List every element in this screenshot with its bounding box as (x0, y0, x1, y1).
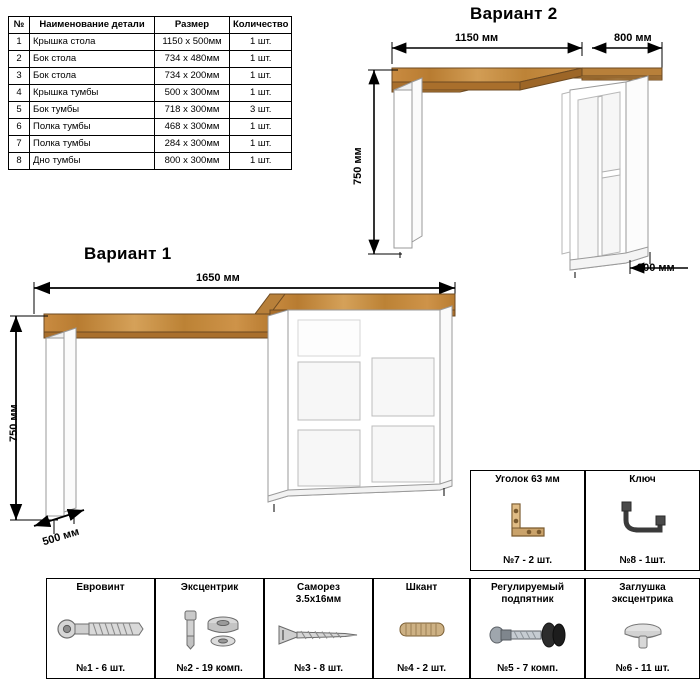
cell-size: 500 x 300мм (155, 85, 230, 102)
hardware-title: Эксцентрик (180, 582, 239, 593)
cell-name: Бок тумбы (30, 102, 155, 119)
variant2-depth-label: 800 мм (614, 32, 652, 44)
cell-number: 8 (9, 153, 30, 170)
cell-number: 3 (9, 68, 30, 85)
cell-size: 800 x 300мм (155, 153, 230, 170)
hardware-quantity: №6 - 11 шт. (615, 663, 670, 674)
table-row (9, 119, 292, 136)
column-header-quantity: Количество (230, 17, 292, 34)
allen-key-icon (586, 486, 699, 555)
cell-number: 2 (9, 51, 30, 68)
euro-screw-icon (47, 594, 154, 663)
hardware-cell-allen-key (585, 470, 700, 571)
cell-quantity: 1 шт. (230, 119, 292, 136)
variant1-drawing (0, 258, 470, 568)
table-row (9, 153, 292, 170)
variant2-title: Вариант 2 (470, 4, 558, 23)
table-row (9, 102, 292, 119)
hardware-cell-corner-bracket (470, 470, 585, 571)
cell-quantity: 3 шт. (230, 102, 292, 119)
cell-number: 5 (9, 102, 30, 119)
cell-size: 734 x 200мм (155, 68, 230, 85)
cell-number: 4 (9, 85, 30, 102)
cell-quantity: 1 шт. (230, 51, 292, 68)
hardware-cell-self-tapping-screw (264, 578, 373, 679)
cell-number: 7 (9, 136, 30, 153)
variant1-title: Вариант 1 (84, 244, 172, 263)
cell-name: Дно тумбы (30, 153, 155, 170)
hardware-title: Саморез (297, 582, 340, 593)
hardware-quantity: №8 - 1шт. (619, 555, 666, 566)
table-row (9, 85, 292, 102)
hardware-title: Ключ (629, 474, 656, 485)
hardware-quantity: №4 - 2 шт. (396, 663, 447, 674)
table-row (9, 51, 292, 68)
cell-quantity: 1 шт. (230, 34, 292, 51)
adjustable-foot-icon (471, 606, 584, 663)
table-header-row (9, 17, 292, 34)
hardware-title: Уголок 63 мм (495, 474, 560, 485)
corner-bracket-icon (471, 486, 584, 555)
cell-quantity: 1 шт. (230, 153, 292, 170)
column-header-name: Наименование детали (30, 17, 155, 34)
cell-name: Крышка стола (30, 34, 155, 51)
cell-name: Бок стола (30, 51, 155, 68)
hardware-cell-cam-cover-cap (585, 578, 700, 679)
cell-size: 284 x 300мм (155, 136, 230, 153)
cell-quantity: 1 шт. (230, 85, 292, 102)
cell-number: 1 (9, 34, 30, 51)
cell-name: Крышка тумбы (30, 85, 155, 102)
column-header-size: Размер (155, 17, 230, 34)
hardware-cell-dowel (373, 578, 470, 679)
cell-size: 718 x 300мм (155, 102, 230, 119)
hardware-title: Регулируемый (491, 582, 564, 593)
hardware-cell-adjustable-foot (470, 578, 585, 679)
cell-name: Бок стола (30, 68, 155, 85)
cell-name: Полка тумбы (30, 136, 155, 153)
self-tapping-screw-icon (265, 606, 372, 663)
hardware-subtitle: 3.5x16мм (295, 594, 342, 605)
variant2-side-label: 300 мм (637, 262, 675, 274)
table-row (9, 34, 292, 51)
cam-cover-cap-icon (586, 606, 699, 663)
cell-size: 734 x 480мм (155, 51, 230, 68)
cam-lock-icon (156, 594, 263, 663)
cell-size: 468 x 300мм (155, 119, 230, 136)
parts-table (8, 16, 292, 170)
dowel-icon (374, 594, 469, 663)
hardware-cell-cam-lock (155, 578, 264, 679)
hardware-quantity: №2 - 19 комп. (176, 663, 243, 674)
variant1-height-label: 750 мм (8, 404, 20, 442)
hardware-title: Еврoвинт (76, 582, 125, 593)
hardware-quantity: №3 - 8 шт. (293, 663, 344, 674)
cell-number: 6 (9, 119, 30, 136)
variant2-height-label: 750 мм (352, 147, 364, 185)
column-header-number: № (9, 17, 30, 34)
cell-quantity: 1 шт. (230, 136, 292, 153)
hardware-quantity: №5 - 7 комп. (496, 663, 558, 674)
variant1-width-label: 1650 мм (196, 272, 240, 284)
variant2-width-label: 1150 мм (455, 32, 499, 44)
hardware-quantity: №1 - 6 шт. (75, 663, 126, 674)
cell-name: Полка тумбы (30, 119, 155, 136)
hardware-title: Заглушка (619, 582, 666, 593)
hardware-subtitle: эксцентрика (611, 594, 674, 605)
cell-size: 1150 x 500мм (155, 34, 230, 51)
hardware-subtitle: подпятник (501, 594, 554, 605)
variant2-drawing (330, 20, 700, 280)
table-row (9, 136, 292, 153)
hardware-quantity: №7 - 2 шт. (502, 555, 553, 566)
hardware-cell-euro-screw (46, 578, 155, 679)
hardware-title: Шкант (405, 582, 438, 593)
table-row (9, 68, 292, 85)
cell-quantity: 1 шт. (230, 68, 292, 85)
variant1-depth-label: 500 мм (41, 525, 81, 549)
